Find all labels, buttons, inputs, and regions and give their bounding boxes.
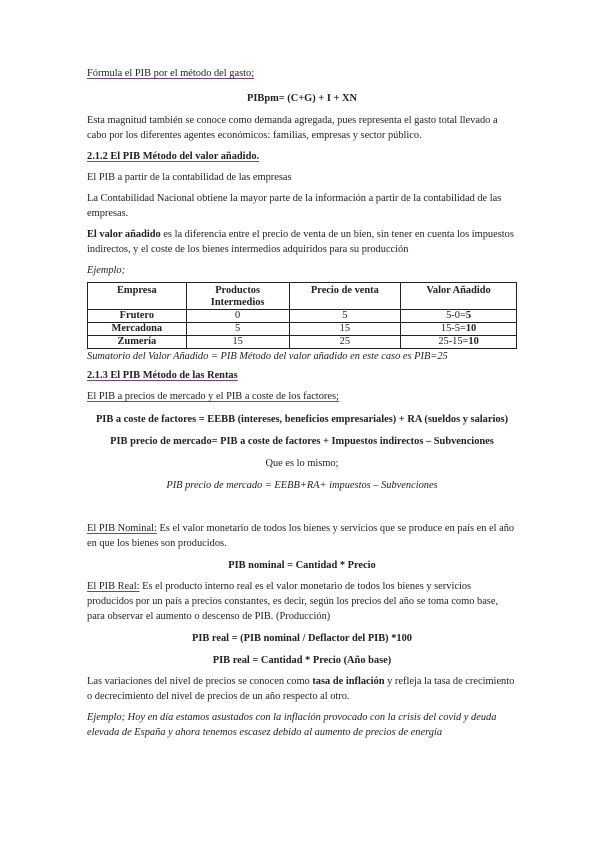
formula-lo-mismo: PIB precio de mercado = EEBB+RA+ impuestos – Subvenciones <box>166 480 438 491</box>
table-header: Precio de venta <box>289 283 401 310</box>
paragraph-contabilidad: El PIB a partir de la contabilidad de las empresas <box>87 172 292 183</box>
table-row <box>88 323 517 336</box>
table-cell: 25-15=10 <box>401 336 517 349</box>
ejemplo-inflacion: Ejemplo; Hoy en día estamos asustados con la inflación provocado con la crisis del covid y deuda elevada de España y ahora tenemos escasez debido al aumento de precios de energía <box>87 712 497 738</box>
table-header: Productos Intermedios <box>186 283 289 310</box>
valor-anadido-table <box>87 282 517 349</box>
formula-gasto: PIBpm= (C+G) + I + XN <box>247 93 357 104</box>
table-cell: 15 <box>289 323 401 336</box>
table-cell: 15 <box>186 336 289 349</box>
heading-rentas: 2.1.3 El PIB Método de las Rentas <box>87 370 238 381</box>
formula-coste-factores: PIB a coste de factores = EEBB (intereses, beneficios empresariales) + RA (sueldos y salarios) <box>95 414 509 425</box>
table-row <box>88 310 517 323</box>
paragraph-precios-mercado: El PIB a precios de mercado y el PIB a coste de los factores; <box>87 391 339 402</box>
paragraph-demanda: Esta magnitud también se conoce como demanda agregada, pues representa el gasto total llevado a cabo por los diferentes agentes económicos: familias, empresas y sector público. <box>87 115 498 141</box>
table-cell: 5 <box>186 323 289 336</box>
sumatorio-note: Sumatorio del Valor Añadido = PIB Método del valor añadido en este caso es PIB=25 <box>87 351 448 362</box>
paragraph-contabilidad-nacional: La Contabilidad Nacional obtiene la mayor parte de la información a partir de la contabilidad de las empresas. <box>87 193 502 219</box>
table-cell: Zumería <box>88 336 187 349</box>
que-es-lo-mismo: Que es lo mismo; <box>265 458 339 469</box>
paragraph-inflacion: Las variaciones del nivel de precios se conocen como tasa de inflación y refleja la tasa de crecimiento o decrecimiento del nivel de precios de un año respecto al otro. <box>87 676 515 702</box>
formula-real-deflactor: PIB real = (PIB nominal / Deflactor del PIB) *100 <box>192 633 412 644</box>
table-header: Empresa <box>88 283 187 310</box>
paragraph-pib-real: El PIB Real: Es el producto interno real es el valor monetario de todos los bienes y servicios producidos por un país a precios constantes, es decir, según los precios del año se toma como base, para observar el aumento o descenso de PIB. (Producción) <box>87 581 499 622</box>
table-cell: 0 <box>186 310 289 323</box>
table-cell: 5 <box>289 310 401 323</box>
table-header-row <box>88 283 517 310</box>
paragraph-pib-nominal: El PIB Nominal: Es el valor monetario de todos los bienes y servicios que se produce en país en el año en que los bienes son producidos. <box>87 523 515 549</box>
formula-intro: Fórmula el PIB por el método del gasto; <box>87 68 255 79</box>
formula-nominal: PIB nominal = Cantidad * Precio <box>228 560 376 571</box>
table-row <box>88 336 517 349</box>
ejemplo-label: Ejemplo; <box>87 265 126 276</box>
formula-real-base: PIB real = Cantidad * Precio (Año base) <box>212 655 392 666</box>
table-header: Valor Añadido <box>401 283 517 310</box>
formula-precio-mercado: PIB precio de mercado= PIB a coste de factores + Impuestos indirectos – Subvenciones <box>110 436 494 447</box>
table-cell: 15-5=10 <box>401 323 517 336</box>
table-cell: 25 <box>289 336 401 349</box>
table-cell: Mercadona <box>88 323 187 336</box>
document-page <box>87 66 517 740</box>
heading-valor-anadido: 2.1.2 El PIB Método del valor añadido. <box>87 151 260 162</box>
table-cell: 5-0=5 <box>401 310 517 323</box>
table-cell: Frutero <box>88 310 187 323</box>
paragraph-valor-anadido: El valor añadido es la diferencia entre el precio de venta de un bien, sin tener en cuenta los impuestos indirectos, y el coste de los bienes intermedios adquiridos para su producción <box>87 229 514 255</box>
